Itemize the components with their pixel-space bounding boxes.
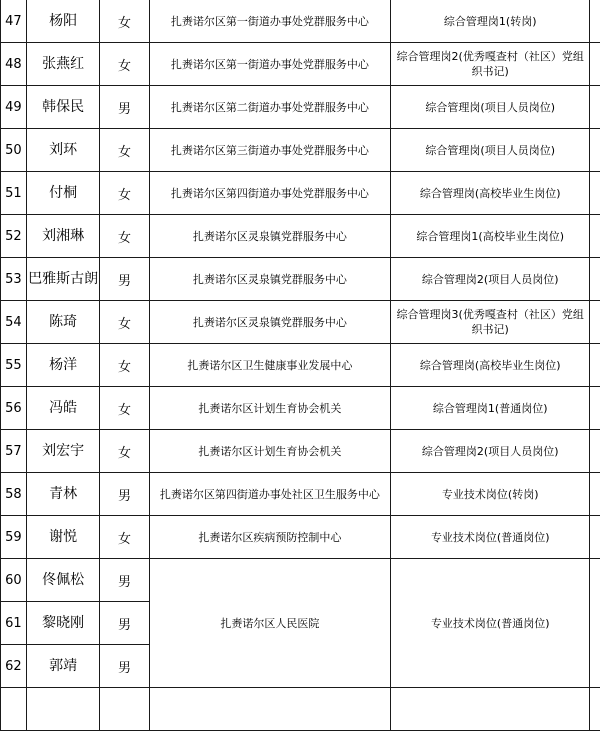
edge-cell	[590, 129, 600, 172]
table-row	[1, 473, 600, 516]
edge-cell	[590, 559, 600, 688]
row-number-cell: 60	[1, 559, 27, 602]
unit-cell: 扎赉诺尔区灵泉镇党群服务中心	[149, 215, 391, 258]
edge-cell	[590, 430, 600, 473]
unit-cell: 扎赉诺尔区灵泉镇党群服务中心	[149, 301, 391, 344]
table-row	[1, 172, 600, 215]
post-cell	[391, 688, 590, 731]
row-number-cell: 47	[1, 0, 27, 43]
table-row	[1, 129, 600, 172]
table-row	[1, 516, 600, 559]
edge-cell	[590, 172, 600, 215]
gender-cell: 女	[100, 172, 149, 215]
edge-cell	[590, 301, 600, 344]
edge-cell	[590, 688, 600, 731]
name-cell: 郭靖	[26, 645, 100, 688]
table-row	[1, 344, 600, 387]
edge-cell	[590, 86, 600, 129]
row-number-cell: 54	[1, 301, 27, 344]
gender-cell: 男	[100, 473, 149, 516]
gender-cell: 女	[100, 387, 149, 430]
table-row	[1, 430, 600, 473]
merged-post-cell: 专业技术岗位(普通岗位)	[391, 559, 590, 688]
name-cell: 杨阳	[26, 0, 100, 43]
name-cell: 刘环	[26, 129, 100, 172]
table-row	[1, 387, 600, 430]
gender-cell: 男	[100, 86, 149, 129]
edge-cell	[590, 473, 600, 516]
post-cell: 综合管理岗(高校毕业生岗位)	[391, 344, 590, 387]
gender-cell: 女	[100, 129, 149, 172]
unit-cell: 扎赉诺尔区计划生育协会机关	[149, 430, 391, 473]
name-cell: 谢悦	[26, 516, 100, 559]
unit-cell: 扎赉诺尔区第四街道办事处社区卫生服务中心	[149, 473, 391, 516]
name-cell	[26, 688, 100, 731]
post-cell: 综合管理岗(项目人员岗位)	[391, 86, 590, 129]
gender-cell: 女	[100, 301, 149, 344]
row-number-cell: 51	[1, 172, 27, 215]
name-cell: 张燕红	[26, 43, 100, 86]
gender-cell: 女	[100, 215, 149, 258]
unit-cell: 扎赉诺尔区计划生育协会机关	[149, 387, 391, 430]
gender-cell: 女	[100, 344, 149, 387]
unit-cell: 扎赉诺尔区第一街道办事处党群服务中心	[149, 0, 391, 43]
table-row	[1, 258, 600, 301]
gender-cell: 女	[100, 516, 149, 559]
post-cell: 专业技术岗位(转岗)	[391, 473, 590, 516]
edge-cell	[590, 344, 600, 387]
unit-cell: 扎赉诺尔区第四街道办事处党群服务中心	[149, 172, 391, 215]
row-number-cell: 58	[1, 473, 27, 516]
name-cell: 付桐	[26, 172, 100, 215]
edge-cell	[590, 0, 600, 43]
row-number-cell: 49	[1, 86, 27, 129]
unit-cell	[149, 688, 391, 731]
row-number-cell: 50	[1, 129, 27, 172]
gender-cell: 男	[100, 258, 149, 301]
name-cell: 巴雅斯古朗	[26, 258, 100, 301]
gender-cell: 男	[100, 559, 149, 602]
post-cell: 综合管理岗2(项目人员岗位)	[391, 430, 590, 473]
post-cell: 专业技术岗位(普通岗位)	[391, 516, 590, 559]
post-cell: 综合管理岗1(高校毕业生岗位)	[391, 215, 590, 258]
row-number-cell: 62	[1, 645, 27, 688]
unit-cell: 扎赉诺尔区卫生健康事业发展中心	[149, 344, 391, 387]
unit-cell: 扎赉诺尔区第一街道办事处党群服务中心	[149, 43, 391, 86]
name-cell: 刘湘琳	[26, 215, 100, 258]
name-cell: 佟佩松	[26, 559, 100, 602]
post-cell: 综合管理岗3(优秀嘎查村（社区）党组织书记)	[391, 301, 590, 344]
name-cell: 刘宏宇	[26, 430, 100, 473]
row-number-cell: 53	[1, 258, 27, 301]
table-row	[1, 43, 600, 86]
edge-cell	[590, 516, 600, 559]
gender-cell: 男	[100, 602, 149, 645]
table-row	[1, 86, 600, 129]
name-cell: 冯皓	[26, 387, 100, 430]
post-cell: 综合管理岗1(转岗)	[391, 0, 590, 43]
unit-cell: 扎赉诺尔区第二街道办事处党群服务中心	[149, 86, 391, 129]
table-row	[1, 301, 600, 344]
name-cell: 黎晓刚	[26, 602, 100, 645]
table-row	[1, 215, 600, 258]
table-row	[1, 0, 600, 43]
name-cell: 青林	[26, 473, 100, 516]
row-number-cell: 61	[1, 602, 27, 645]
post-cell: 综合管理岗(高校毕业生岗位)	[391, 172, 590, 215]
gender-cell: 女	[100, 43, 149, 86]
row-number-cell: 59	[1, 516, 27, 559]
unit-cell: 扎赉诺尔区灵泉镇党群服务中心	[149, 258, 391, 301]
edge-cell	[590, 387, 600, 430]
edge-cell	[590, 215, 600, 258]
name-cell: 陈琦	[26, 301, 100, 344]
unit-cell: 扎赉诺尔区疾病预防控制中心	[149, 516, 391, 559]
gender-cell: 女	[100, 0, 149, 43]
post-cell: 综合管理岗1(普通岗位)	[391, 387, 590, 430]
row-number-cell: 57	[1, 430, 27, 473]
name-cell: 韩保民	[26, 86, 100, 129]
edge-cell	[590, 258, 600, 301]
row-number-cell: 52	[1, 215, 27, 258]
row-number-cell	[1, 688, 27, 731]
unit-cell: 扎赉诺尔区第三街道办事处党群服务中心	[149, 129, 391, 172]
table-row-partial	[1, 688, 600, 731]
gender-cell	[100, 688, 149, 731]
name-cell: 杨洋	[26, 344, 100, 387]
gender-cell: 男	[100, 645, 149, 688]
row-number-cell: 56	[1, 387, 27, 430]
row-number-cell: 48	[1, 43, 27, 86]
post-cell: 综合管理岗2(项目人员岗位)	[391, 258, 590, 301]
post-cell: 综合管理岗2(优秀嘎查村（社区）党组织书记)	[391, 43, 590, 86]
post-cell: 综合管理岗(项目人员岗位)	[391, 129, 590, 172]
gender-cell: 女	[100, 430, 149, 473]
merged-unit-cell: 扎赉诺尔区人民医院	[149, 559, 391, 688]
table-row	[1, 559, 600, 602]
row-number-cell: 55	[1, 344, 27, 387]
edge-cell	[590, 43, 600, 86]
